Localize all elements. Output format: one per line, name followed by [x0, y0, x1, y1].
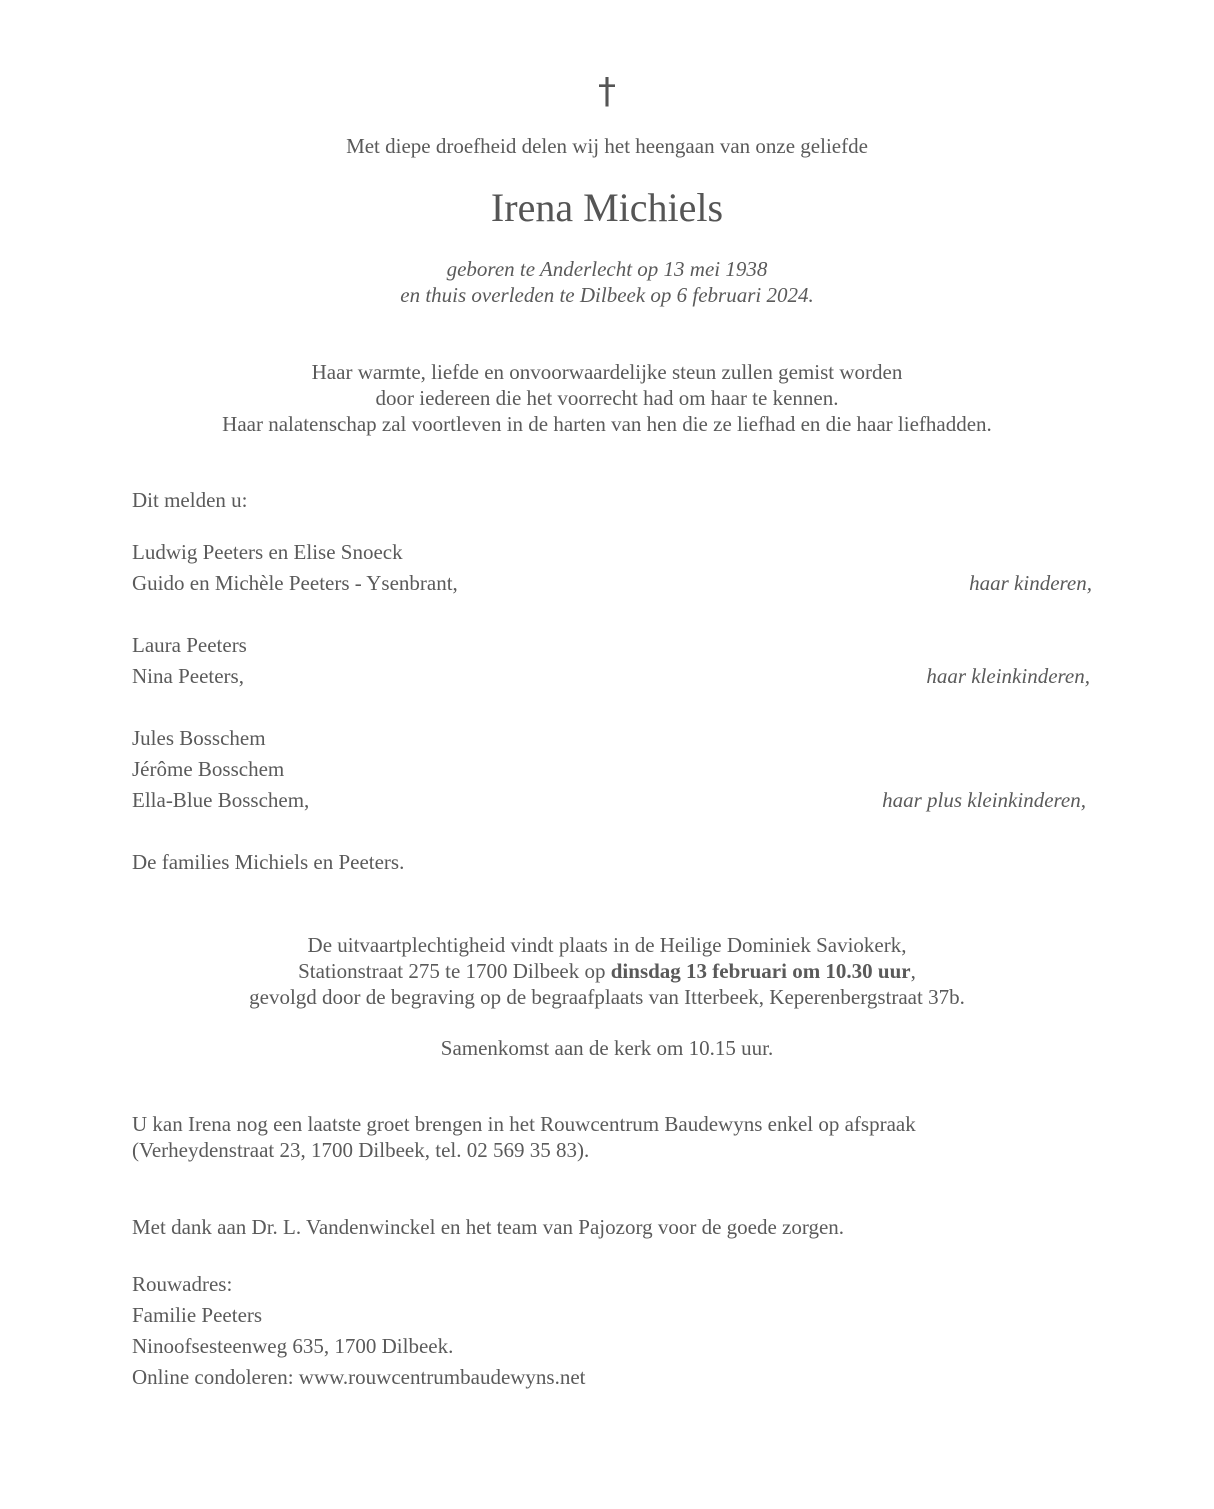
- announce-intro: Dit melden u:: [132, 488, 248, 512]
- online-condolence: Online condoleren: www.rouwcentrumbaudewyns.net: [132, 1365, 586, 1389]
- tribute-line-1: Haar warmte, liefde en onvoorwaardelijke steun zullen gemist worden: [311, 360, 903, 384]
- address-family: Familie Peeters: [132, 1303, 263, 1327]
- birth-line: geboren te Anderlecht op 13 mei 1938: [446, 257, 768, 281]
- cross-icon: †: [598, 71, 616, 112]
- children-name-2: Guido en Michèle Peeters - Ysenbrant,: [132, 571, 458, 595]
- address-street: Ninoofsesteenweg 635, 1700 Dilbeek.: [132, 1334, 454, 1358]
- step-grandchildren-relation: haar plus kleinkinderen,: [882, 788, 1086, 812]
- visit-line-2: (Verheydenstraat 23, 1700 Dilbeek, tel. 02 569 35 83).: [132, 1138, 590, 1162]
- grandchild-name-1: Laura Peeters: [132, 633, 247, 657]
- children-relation: haar kinderen,: [969, 571, 1092, 595]
- step-grandchild-name-3: Ella-Blue Bosschem,: [132, 788, 310, 812]
- grandchildren-relation: haar kleinkinderen,: [926, 664, 1090, 688]
- ceremony-line-2-prefix: Stationstraat 275 te 1700 Dilbeek op: [298, 959, 611, 983]
- tribute-line-3: Haar nalatenschap zal voortleven in de harten van hen die ze liefhad en die haar liefhadden.: [222, 412, 992, 436]
- ceremony-line-2-suffix: ,: [910, 959, 916, 983]
- grandchild-name-2: Nina Peeters,: [132, 664, 244, 688]
- tribute-line-2: door iedereen die het voorrecht had om haar te kennen.: [375, 386, 839, 410]
- visit-line-1: U kan Irena nog een laatste groet brengen in het Rouwcentrum Baudewyns enkel op afspraak: [132, 1112, 916, 1136]
- step-grandchild-name-2: Jérôme Bosschem: [132, 757, 285, 781]
- families-line: De families Michiels en Peeters.: [132, 850, 405, 874]
- death-line: en thuis overleden te Dilbeek op 6 februari 2024.: [400, 283, 814, 307]
- intro-text: Met diepe droefheid delen wij het heengaan van onze geliefde: [346, 134, 868, 158]
- ceremony-date-time: dinsdag 13 februari om 10.30 uur: [610, 959, 911, 983]
- ceremony-line-1: De uitvaartplechtigheid vindt plaats in de Heilige Dominiek Saviokerk,: [307, 933, 907, 957]
- step-grandchild-name-1: Jules Bosschem: [132, 726, 266, 750]
- ceremony-line-2: [0, 958, 1214, 984]
- deceased-name: Irena Michiels: [490, 185, 724, 230]
- gathering-line: Samenkomst aan de kerk om 10.15 uur.: [440, 1036, 774, 1060]
- thanks-line: Met dank aan Dr. L. Vandenwinckel en het team van Pajozorg voor de goede zorgen.: [132, 1215, 845, 1239]
- children-name-1: Ludwig Peeters en Elise Snoeck: [132, 540, 403, 564]
- address-label: Rouwadres:: [132, 1272, 233, 1296]
- ceremony-line-3: gevolgd door de begraving op de begraafplaats van Itterbeek, Keperenbergstraat 37b.: [249, 985, 965, 1009]
